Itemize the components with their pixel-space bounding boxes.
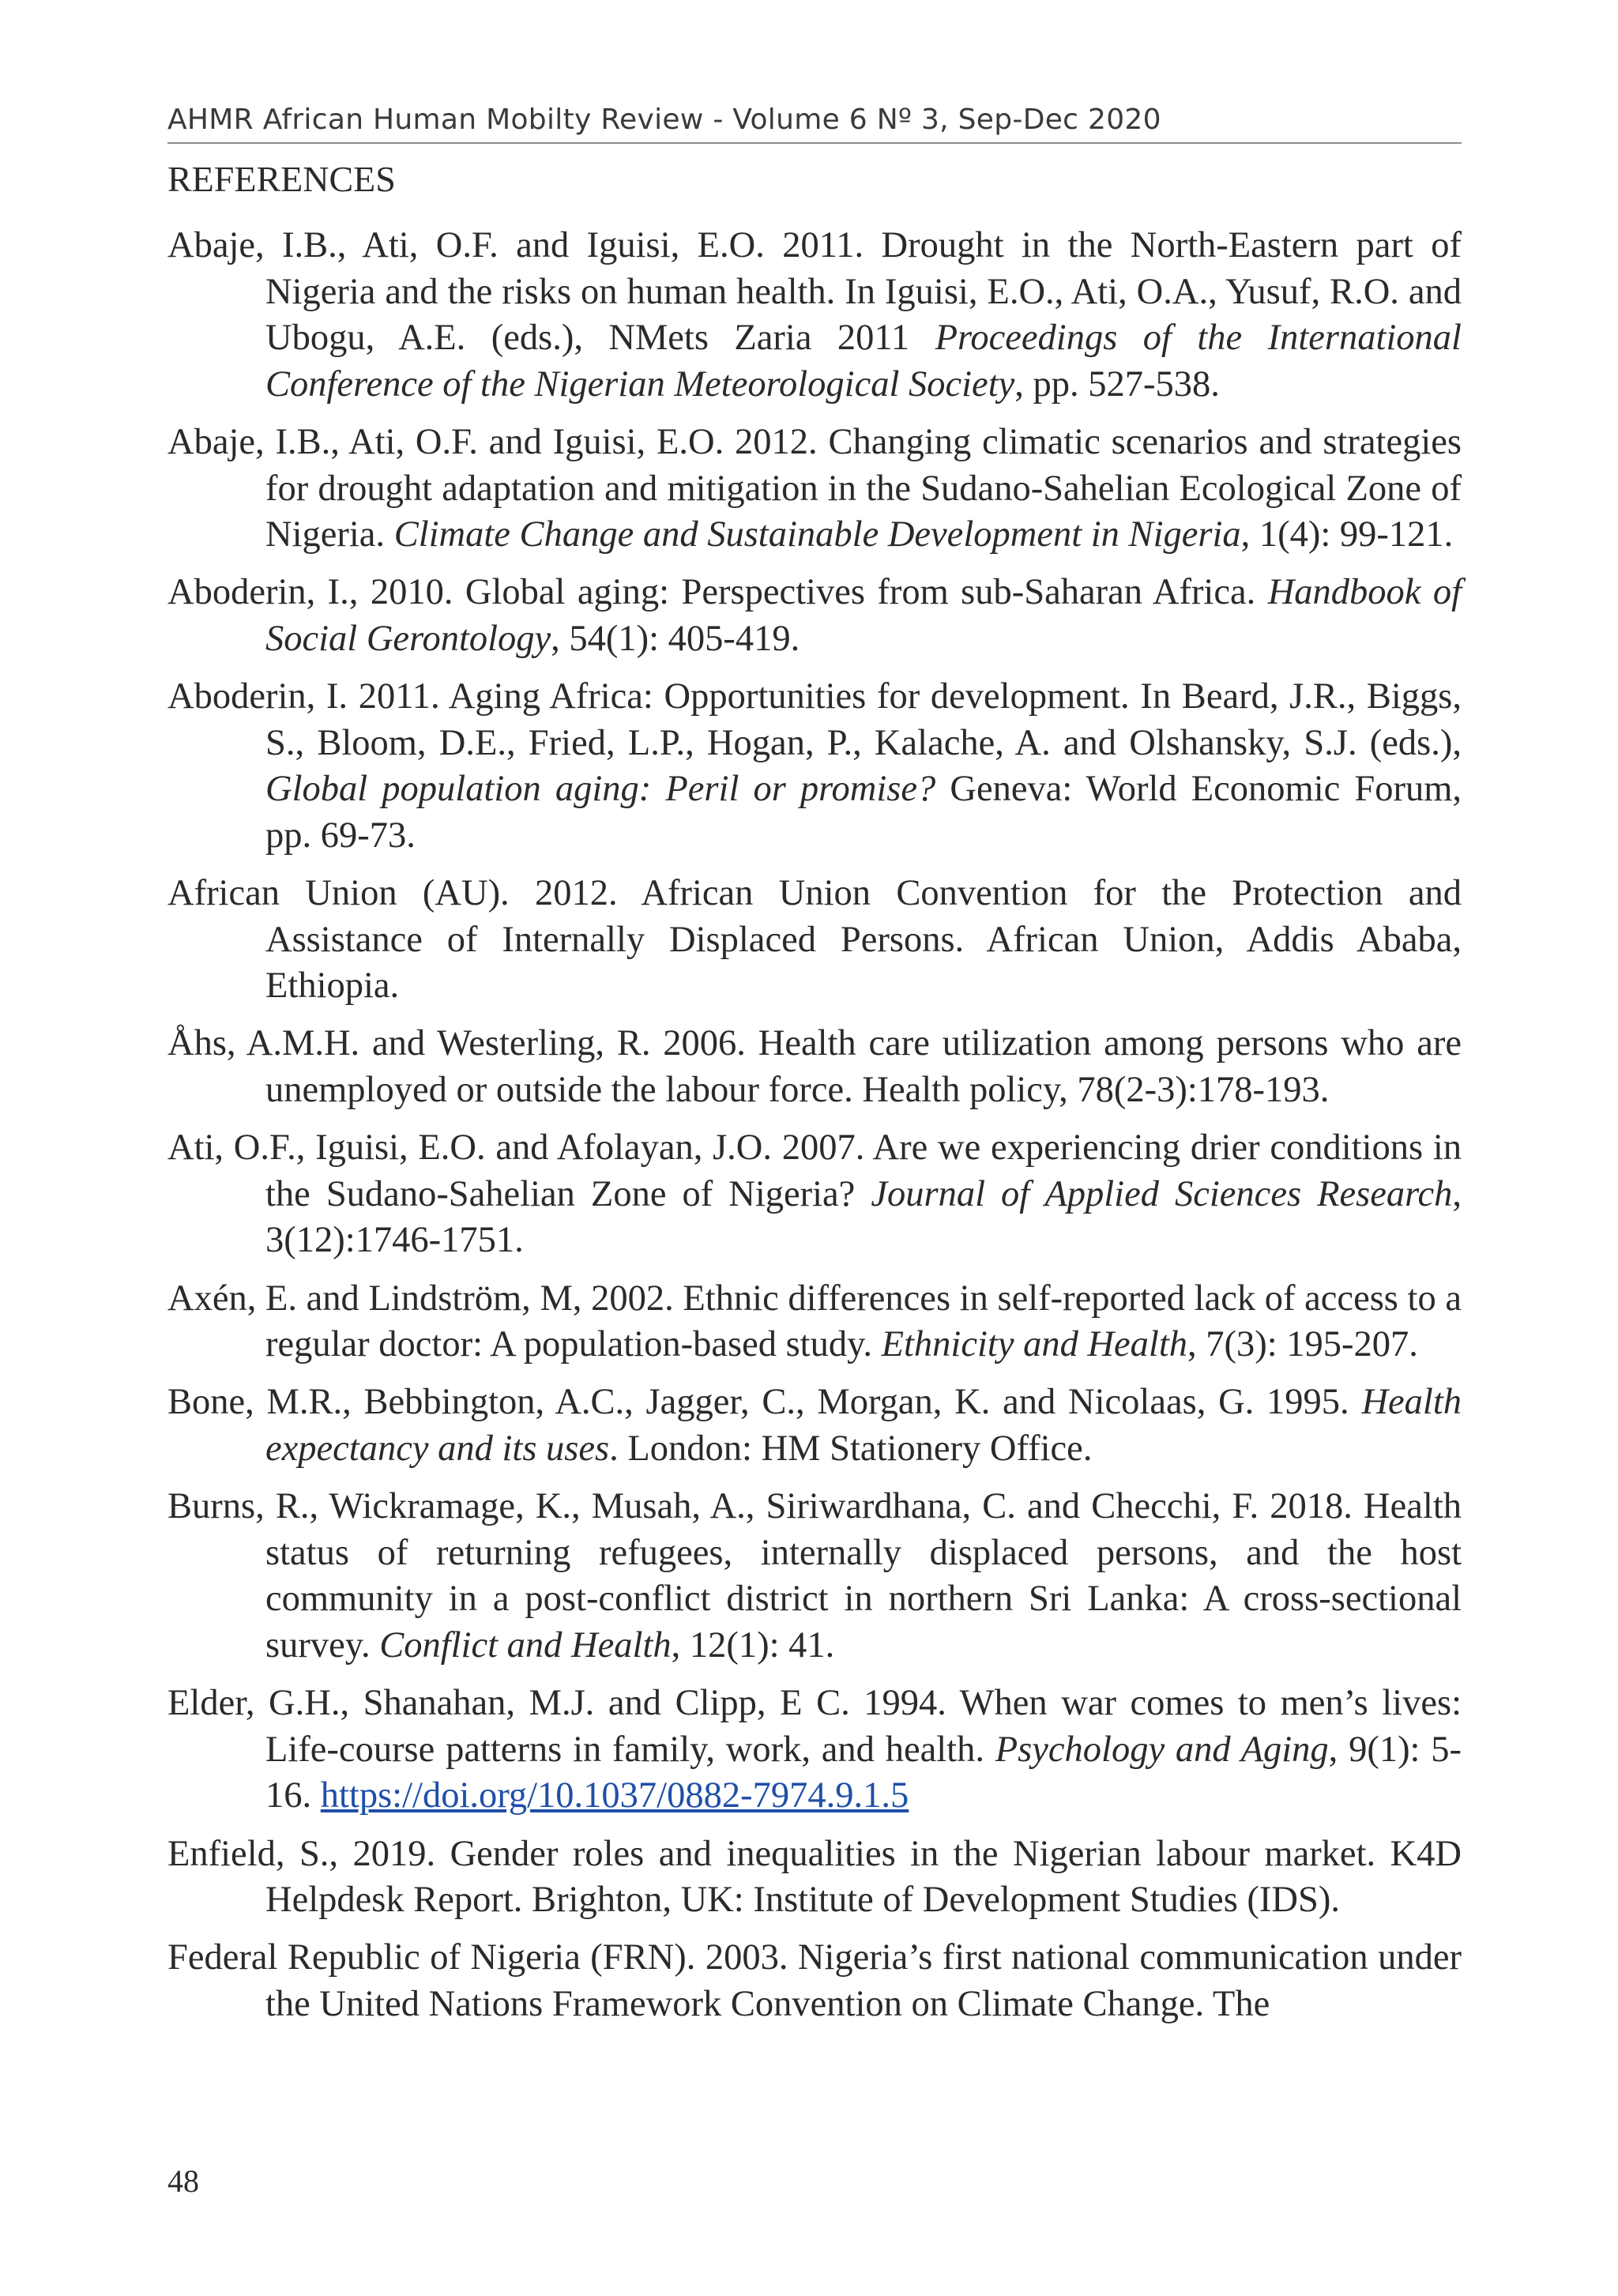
reference-source-title: Global population aging: Peril or promise? bbox=[265, 769, 936, 810]
reference-african-union-2012 bbox=[167, 871, 1462, 1010]
doi-link[interactable]: https://doi.org/10.1037/0882-7974.9.1.5 bbox=[320, 1775, 909, 1816]
reference-text: Geneva: World Economic Forum, pp. 69-73. bbox=[265, 769, 1462, 856]
reference-text: , 9(1): 5-16. bbox=[265, 1729, 1462, 1816]
reference-ati-2007 bbox=[167, 1125, 1462, 1264]
reference-aboderin-2011 bbox=[167, 674, 1462, 859]
reference-source-title: Proceedings of the International Conference of the Nigerian Meteorological Society bbox=[265, 318, 1462, 405]
reference-source-title: Handbook of Social Gerontology bbox=[265, 572, 1462, 659]
reference-text: Federal Republic of Nigeria (FRN). 2003. Nigeria’s first national communication under the United Nations Framework Convention on Climate Change. The bbox=[167, 1937, 1462, 2024]
reference-bone-1995 bbox=[167, 1379, 1462, 1472]
reference-text: Abaje, I.B., Ati, O.F. and Iguisi, E.O. 2011. Drought in the North-Eastern part of Nigeria and the risks on human health. In Iguisi, E.O., Ati, O.A., Yusuf, R.O. and Ubogu, A.E. (eds.), NMets Zaria 2011 bbox=[167, 225, 1462, 359]
reference-burns-2018 bbox=[167, 1484, 1462, 1669]
reference-axen-2002 bbox=[167, 1276, 1462, 1368]
reference-list bbox=[167, 223, 1462, 2039]
reference-text: Bone, M.R., Bebbington, A.C., Jagger, C., Morgan, K. and Nicolaas, G. 1995. bbox=[167, 1382, 1362, 1423]
reference-text: . London: HM Stationery Office. bbox=[609, 1428, 1093, 1469]
page-number: 48 bbox=[167, 2163, 199, 2199]
reference-text: Aboderin, I. 2011. Aging Africa: Opportunities for development. In Beard, J.R., Biggs, S., Bloom, D.E., Fried, L.P., Hogan, P., Kalache, A. and Olshansky, S.J. (eds.), bbox=[167, 676, 1462, 763]
reference-text: Aboderin, I., 2010. Global aging: Perspectives from sub-Saharan Africa. bbox=[167, 572, 1268, 613]
reference-abaje-2012 bbox=[167, 420, 1462, 559]
reference-text: , 12(1): 41. bbox=[671, 1624, 835, 1666]
reference-ahs-2006 bbox=[167, 1021, 1462, 1113]
reference-enfield-2019 bbox=[167, 1831, 1462, 1924]
reference-text: , pp. 527-538. bbox=[1014, 363, 1220, 405]
running-header: AHMR African Human Mobilty Review - Volume 6 Nº 3, Sep-Dec 2020 bbox=[167, 104, 1161, 136]
reference-frn-2003 bbox=[167, 1935, 1462, 2027]
reference-source-title: Climate Change and Sustainable Development in Nigeria bbox=[393, 514, 1241, 555]
reference-text: African Union (AU). 2012. African Union Convention for the Protection and Assistance of Internally Displaced Persons. African Union, Addis Ababa, Ethiopia. bbox=[167, 873, 1462, 1007]
reference-aboderin-2010 bbox=[167, 570, 1462, 662]
reference-text: Ati, O.F., Iguisi, E.O. and Afolayan, J.O. 2007. Are we experiencing drier conditions in the Sudano-Sahelian Zone of Nigeria? bbox=[167, 1127, 1462, 1214]
reference-text: Abaje, I.B., Ati, O.F. and Iguisi, E.O. 2012. Changing climatic scenarios and strategies for drought adaptation and mitigation in the Sudano-Sahelian Ecological Zone of Nigeria. bbox=[167, 421, 1462, 555]
reference-source-title: Conflict and Health bbox=[379, 1624, 672, 1666]
reference-text: Åhs, A.M.H. and Westerling, R. 2006. Health care utilization among persons who are unemployed or outside the labour force. Health policy, 78(2-3):178-193. bbox=[167, 1023, 1462, 1111]
reference-text: , 7(3): 195-207. bbox=[1187, 1324, 1418, 1365]
reference-text: Axén, E. and Lindström, M, 2002. Ethnic differences in self-reported lack of access to a regular doctor: A population-based study. bbox=[167, 1278, 1462, 1365]
reference-source-title: Psychology and Aging bbox=[995, 1729, 1329, 1770]
reference-text: , 1(4): 99-121. bbox=[1240, 514, 1454, 555]
section-title: REFERENCES bbox=[167, 159, 396, 199]
reference-text: , 54(1): 405-419. bbox=[551, 618, 800, 659]
reference-text: , 3(12):1746-1751. bbox=[265, 1173, 1462, 1261]
reference-text: Burns, R., Wickramage, K., Musah, A., Siriwardhana, C. and Checchi, F. 2018. Health status of returning refugees, internally displaced persons, and the host community in a post-conflict district in northern Sri Lanka: A cross-sectional survey. bbox=[167, 1486, 1462, 1666]
reference-source-title: Health expectancy and its uses bbox=[265, 1382, 1462, 1469]
reference-text: Elder, G.H., Shanahan, M.J. and Clipp, E C. 1994. When war comes to men’s lives: Life-course patterns in family, work, and health. bbox=[167, 1683, 1462, 1770]
reference-elder-1994 bbox=[167, 1681, 1462, 1820]
reference-source-title: Ethnicity and Health bbox=[881, 1324, 1188, 1365]
reference-text: Enfield, S., 2019. Gender roles and inequalities in the Nigerian labour market. K4D Helpdesk Report. Brighton, UK: Institute of Development Studies (IDS). bbox=[167, 1833, 1462, 1921]
reference-source-title: Journal of Applied Sciences Research bbox=[871, 1173, 1453, 1214]
reference-abaje-2011 bbox=[167, 223, 1462, 408]
header-rule bbox=[167, 142, 1462, 144]
